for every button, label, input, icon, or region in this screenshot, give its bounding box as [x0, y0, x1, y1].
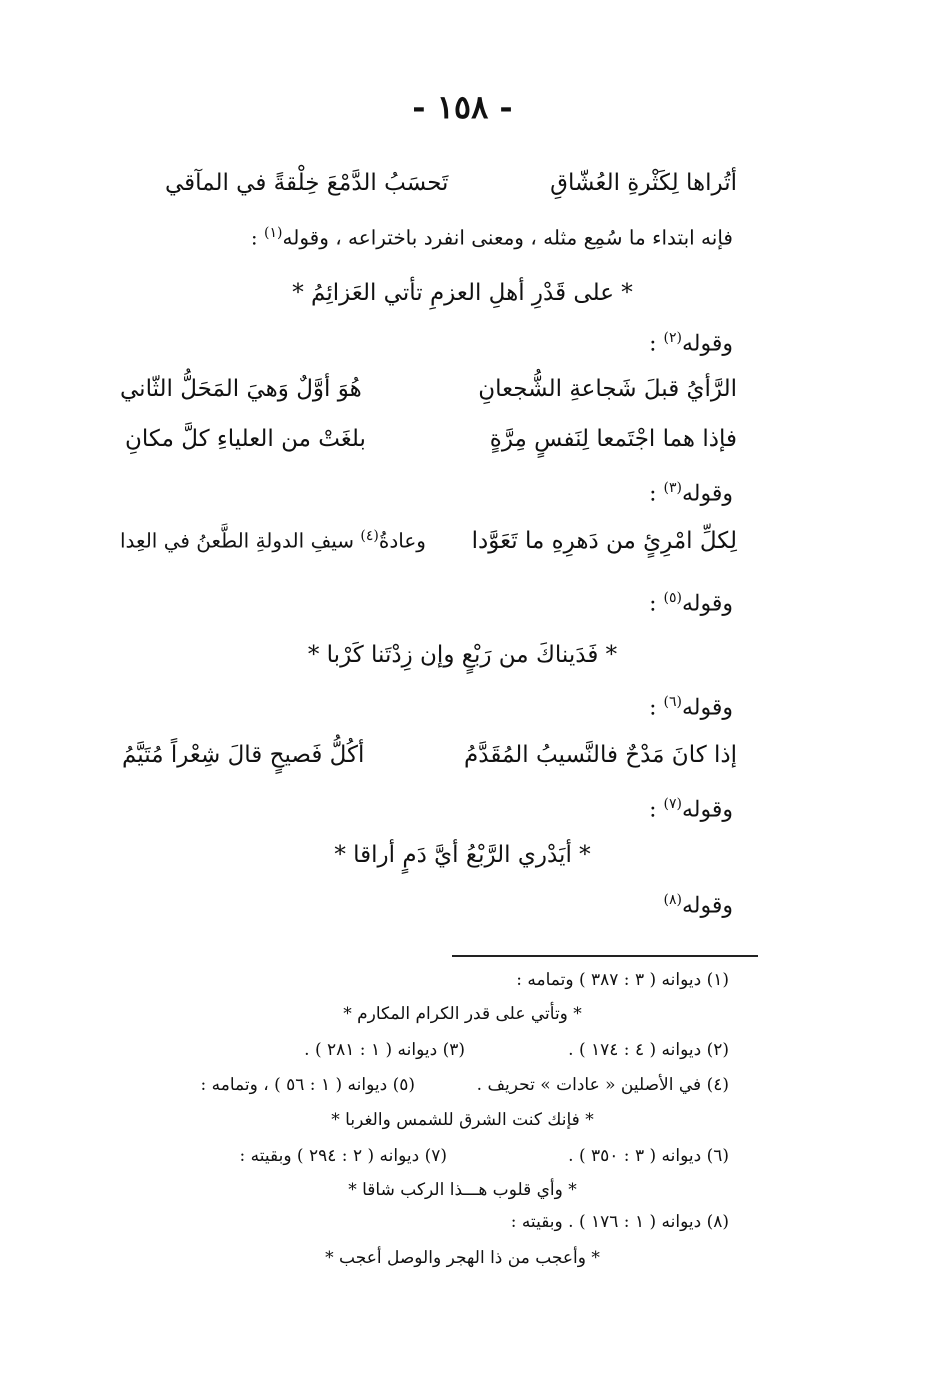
footnote-ref-8: (٨)	[663, 892, 682, 908]
quote-label-2	[649, 330, 733, 356]
verse-4-rest: سيفِ الدولةِ الطَّعنُ في العِدا	[120, 528, 361, 553]
verse-1-second-hemistich: تَحسَبُ الدَّمْعَ خِلْقةً في المآقي	[165, 170, 449, 196]
footnote-8-verse: * وأعجب من ذا الهجر والوصل أعجب *	[325, 1248, 600, 1268]
quote-label-5	[649, 590, 733, 616]
footnote-6: (٦) ديوانه ( ٣ : ٣٥٠ ) .	[568, 1146, 729, 1166]
verse-5-first-hemistich: إذا كانَ مَدْحٌ فالنَّسيبُ المُقَدَّمُ	[464, 742, 737, 768]
quote-colon: :	[649, 797, 657, 823]
footnote-3: (٣) ديوانه ( ١ : ٢٨١ ) .	[304, 1040, 465, 1060]
quote-label-7	[649, 796, 733, 822]
verse-4-word: وعادةُ	[378, 528, 426, 553]
footnote-ref-7: (٧)	[663, 796, 682, 812]
quote-word: وقوله	[681, 695, 733, 721]
quote-colon: :	[649, 481, 657, 507]
verse-3-second-hemistich: بلغَتْ من العلياءِ كلَّ مكانِ	[125, 426, 366, 452]
footnote-ref-6: (٦)	[663, 694, 682, 710]
quote-word: وقوله	[681, 591, 733, 617]
footnote-ref-2: (٢)	[663, 330, 682, 346]
verse-2-first-hemistich: الرَّأيُ قبلَ شَجاعةِ الشُّجعانِ	[478, 376, 737, 402]
footnote-divider	[452, 955, 758, 957]
verse-5-second-hemistich: أكُلُّ فَصيحٍ قالَ شِعْراً مُتَيَّمُ	[122, 742, 365, 768]
prose-line	[251, 225, 733, 250]
verse-4-first-hemistich: لِكلِّ امْرِئٍ من دَهرِهِ ما تَعَوَّدا	[471, 528, 737, 554]
quoted-hemistich-1: * على قَدْرِ أهلِ العزمِ تأتي العَزائِمُ *	[292, 280, 633, 306]
quote-colon: :	[649, 695, 657, 721]
quote-word: وقوله	[681, 481, 733, 507]
verse-2-second-hemistich: هُوَ أوَّلٌ وَهيَ المَحَلُّ الثّاني	[120, 376, 362, 402]
page-number: - ١٥٨ -	[412, 88, 513, 126]
quote-word: وقوله	[681, 797, 733, 823]
verse-4-second-hemistich	[120, 528, 426, 553]
quote-label-3	[649, 480, 733, 506]
footnote-ref-4: (٤)	[360, 528, 379, 544]
quote-label-6	[649, 694, 733, 720]
footnote-ref-1: (١)	[264, 225, 283, 241]
footnote-5: (٥) ديوانه ( ١ : ٥٦ ) ، وتمامه :	[200, 1075, 415, 1095]
footnote-ref-3: (٣)	[663, 480, 682, 496]
footnote-8: (٨) ديوانه ( ١ : ١٧٦ ) . وبقيته :	[510, 1212, 729, 1232]
footnote-1: (١) ديوانه ( ٣ : ٣٨٧ ) وتمامه :	[516, 970, 729, 990]
quoted-hemistich-2: * فَدَيناكَ من رَبْعٍ وإن زِدْتَنا كَرْبا *	[307, 642, 618, 668]
footnote-ref-5: (٥)	[663, 590, 682, 606]
verse-3-first-hemistich: فإذا هما اجْتَمعا لِنَفسٍ مِرَّةٍ	[489, 426, 737, 452]
verse-1-first-hemistich: أتُراها لِكَثْرةِ العُشّاقِ	[550, 170, 737, 196]
footnote-4: (٤) في الأصلين « عادات » تحريف .	[476, 1075, 729, 1095]
quote-colon: :	[649, 591, 657, 617]
footnote-5-verse: * فإنك كنت الشرق للشمس والغربا *	[331, 1110, 594, 1130]
quote-word: وقوله	[681, 331, 733, 357]
quote-colon: :	[649, 331, 657, 357]
footnote-2: (٢) ديوانه ( ٤ : ١٧٤ ) .	[568, 1040, 729, 1060]
quote-word: وقوله	[681, 893, 733, 919]
prose-text: فإنه ابتداء ما سُمِع مثله ، ومعنى انفرد باختراعه ، وقوله	[282, 225, 733, 250]
quote-label-8	[664, 892, 733, 918]
quoted-hemistich-3: * أيَدْري الرَّبْعُ أيَّ دَمٍ أراقا *	[334, 842, 591, 868]
footnote-1-verse: * وتأتي على قدر الكرام المكارم *	[343, 1004, 582, 1024]
footnote-7: (٧) ديوانه ( ٢ : ٢٩٤ ) وبقيته :	[239, 1146, 447, 1166]
prose-colon: :	[250, 225, 258, 250]
footnote-7-verse: * وأي قلوب هـــذا الركب شاقا *	[348, 1180, 577, 1200]
